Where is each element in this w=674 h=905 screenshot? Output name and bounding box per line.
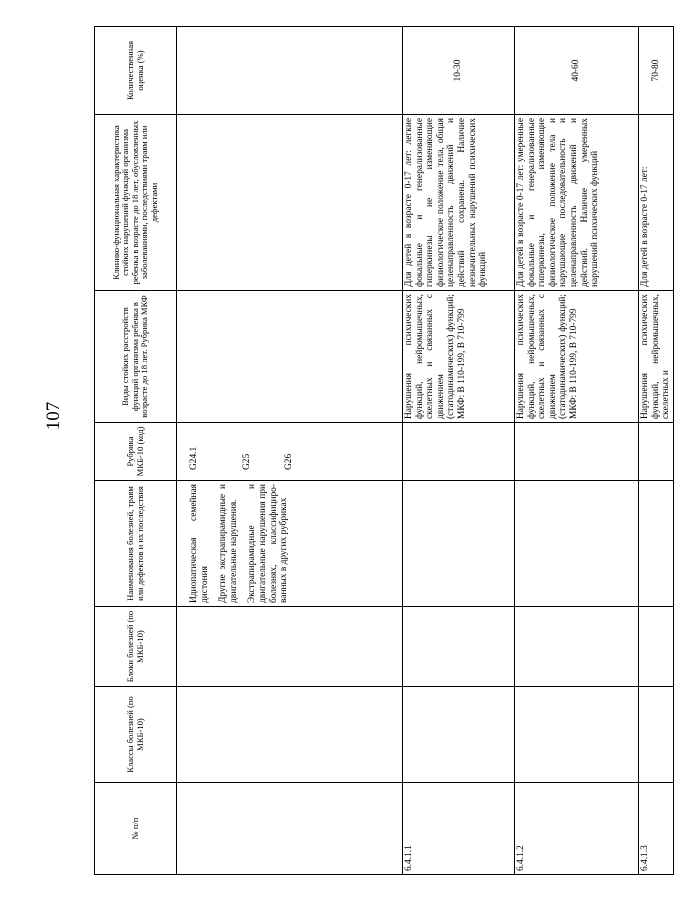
score-cell: 10-30 (403, 27, 515, 115)
disease-name: Другие экстрапирамидные и двигательные нарушения. (218, 484, 239, 603)
disease-name: Экстрапирамидные и двигательные нарушения при болезнях, классифициро-ванных в других рубриках (247, 484, 290, 603)
header-class: Классы болезней (по МКБ-10) (95, 687, 177, 783)
header-score: Количественная оценка (%) (95, 27, 177, 115)
icd-code: G26 (284, 453, 295, 470)
table-row (403, 27, 515, 875)
header-code: Рубрика МКБ-10 (код) (95, 423, 177, 481)
function-cell: Нарушения психических функций, нейромышечных, скелетных и (639, 291, 674, 423)
table-row (639, 27, 674, 875)
function-cell: Нарушения психических функций, нейромышечных, скелетных и связанных с движением (статодинамических) функций; МКФ: В 110-199, В 710-799 (515, 291, 639, 423)
disease-list (177, 481, 403, 607)
code-list (177, 423, 403, 481)
header-characteristic: Клинико-функциональная характеристика стойких нарушений функций организма ребенка в возрасте до 18 лет, обусловленных заболеваниями, последствиями травм или дефектами (95, 115, 177, 291)
score-cell: 70-80 (639, 27, 674, 115)
icd-code: G25 (241, 453, 252, 470)
disease-name: Идиопатическая семейная дистония (189, 484, 210, 603)
characteristic-cell: Для детей в возрасте 0-17 лет: легкие фокальные и генерализованные гиперкинезы не изменяющие физиологическое положение тела, общая целенаправленность движений и действий сохранена. Наличие незначительных нарушений психических функций (403, 115, 515, 291)
score-cell: 40-60 (515, 27, 639, 115)
document-sheet (94, 27, 672, 875)
row-number: 6.4.1.3 (639, 783, 674, 875)
table-row (177, 27, 403, 875)
characteristic-cell: Для детей в возрасте 0-17 лет: (639, 115, 674, 291)
icd-code: G24.1 (189, 446, 199, 470)
table-row (515, 27, 639, 875)
header-row (95, 27, 177, 875)
row-number: 6.4.1.2 (515, 783, 639, 875)
function-cell: Нарушения психических функций, нейромышечных, скелетных и связанных с движением (статодинамических) функций; МКФ: В 110-199, В 710-799 (403, 291, 515, 423)
header-num: № п/п (95, 783, 177, 875)
header-function: Виды стойких расстройств функций организма ребенка в возрасте до 18 лет. Рубрика МКФ (95, 291, 177, 423)
page-number: 107 (43, 401, 64, 431)
header-disease: Наименования болезней, травм или дефектов и их последствия (95, 481, 177, 607)
characteristic-cell: Для детей в возрасте 0-17 лет: умеренные фокальные и генерализованные гиперкинезы, изменяющие физиологическое положение тела и нарушающие последовательность и целенаправленность движений и действий. Наличие умеренных нарушений психических функций (515, 115, 639, 291)
row-number: 6.4.1.1 (403, 783, 515, 875)
header-block: Блоки болезней (по МКБ-10) (95, 607, 177, 687)
disability-criteria-table (94, 26, 674, 875)
